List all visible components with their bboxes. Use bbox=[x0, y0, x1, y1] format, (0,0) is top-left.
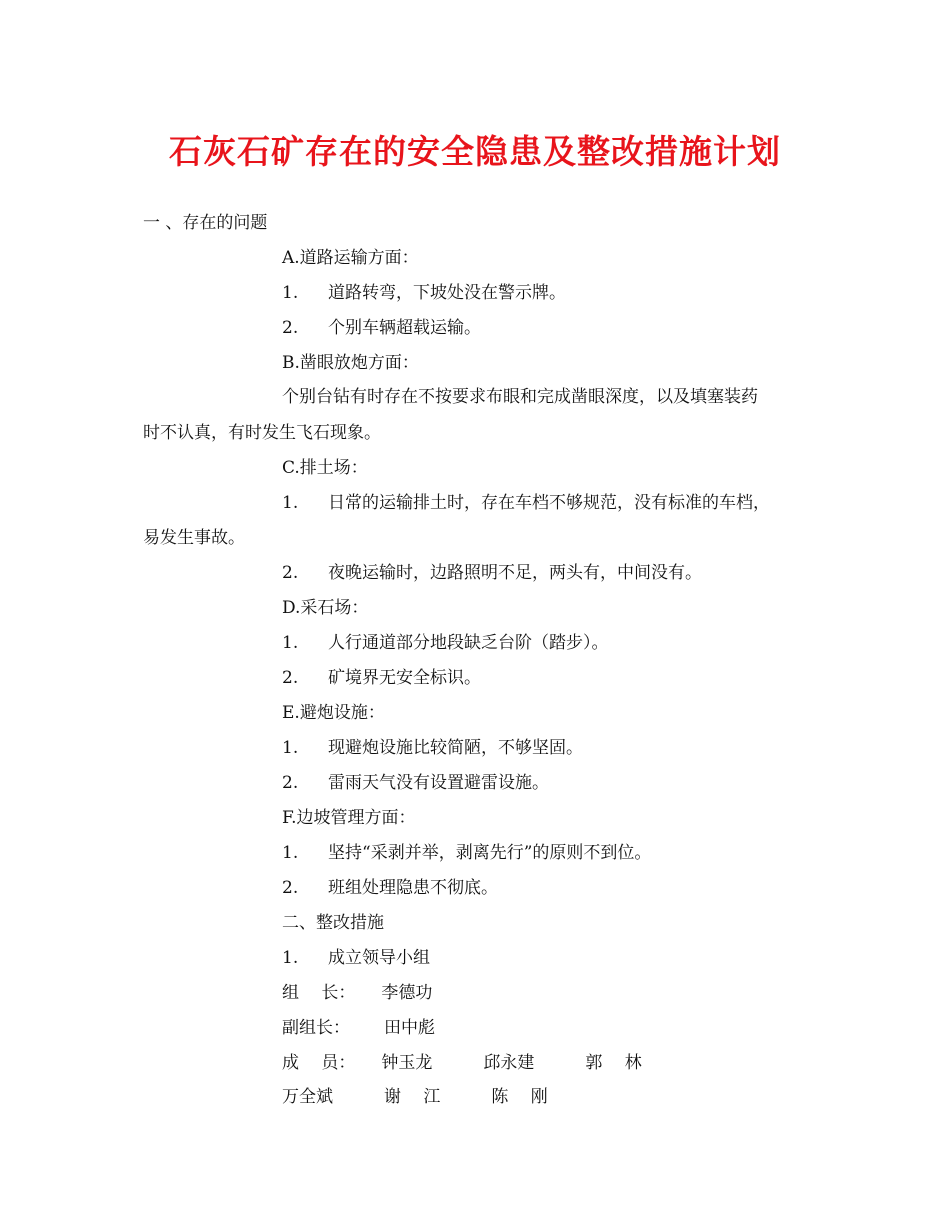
item-number: 1. bbox=[282, 633, 299, 653]
deputy-name: 田中彪 bbox=[384, 1018, 435, 1038]
item-number: 1. bbox=[282, 493, 299, 513]
item-text: 人行通道部分地段缺乏台阶（踏步）。 bbox=[328, 633, 609, 653]
item-text: 现避炮设施比较简陋，不够坚固。 bbox=[328, 738, 583, 758]
leader-name: 李德功 bbox=[381, 983, 433, 1003]
list-item bbox=[282, 281, 566, 305]
list-item bbox=[282, 316, 481, 340]
list-item bbox=[282, 841, 651, 865]
group-members-row bbox=[282, 1085, 548, 1109]
subsection-heading-f: F.边坡管理方面： bbox=[282, 808, 416, 828]
paragraph-line: 易发生事故。 bbox=[143, 528, 245, 548]
item-text: 个别车辆超载运输。 bbox=[328, 318, 481, 338]
item-text: 坚持“采剥并举，剥离先行”的原则不到位。 bbox=[328, 843, 652, 863]
item-number: 1. bbox=[282, 738, 299, 758]
member-name: 谢 江 bbox=[384, 1087, 441, 1107]
section-heading-problems: 一 、存在的问题 bbox=[143, 213, 268, 233]
member-name: 陈 刚 bbox=[491, 1087, 548, 1107]
leader-label: 组 长： bbox=[282, 983, 356, 1003]
member-name: 郭 林 bbox=[585, 1053, 642, 1073]
item-number: 1. bbox=[282, 843, 299, 863]
item-text: 班组处理隐患不彻底。 bbox=[328, 878, 498, 898]
item-text: 日常的运输排土时，存在车档不够规范，没有标准的车档， bbox=[328, 493, 770, 513]
group-leader-row bbox=[282, 981, 432, 1005]
members-label: 成 员： bbox=[282, 1053, 356, 1073]
section-heading-measures: 二、整改措施 bbox=[282, 913, 384, 933]
member-name: 邱永建 bbox=[483, 1053, 535, 1073]
paragraph-line: 时不认真，有时发生飞石现象。 bbox=[143, 423, 381, 443]
item-number: 2. bbox=[282, 318, 299, 338]
item-text: 道路转弯，下坡处没在警示牌。 bbox=[328, 283, 566, 303]
group-deputy-row bbox=[282, 1016, 435, 1040]
list-item bbox=[282, 946, 430, 970]
item-text: 雷雨天气没有设置避雷设施。 bbox=[328, 773, 549, 793]
item-text: 矿境界无安全标识。 bbox=[328, 668, 481, 688]
subsection-heading-b: B.凿眼放炮方面： bbox=[282, 353, 419, 373]
list-item bbox=[282, 631, 609, 655]
item-number: 1. bbox=[282, 283, 299, 303]
document-title: 石灰石矿存在的安全隐患及整改措施计划 bbox=[169, 132, 781, 171]
list-item bbox=[282, 561, 702, 585]
list-item bbox=[282, 771, 549, 795]
list-item bbox=[282, 736, 583, 760]
list-item bbox=[282, 876, 498, 900]
item-number: 2. bbox=[282, 563, 299, 583]
item-text: 成立领导小组 bbox=[328, 948, 430, 968]
item-number: 2. bbox=[282, 773, 299, 793]
subsection-heading-d: D.采石场： bbox=[282, 598, 369, 618]
item-number: 1. bbox=[282, 948, 299, 968]
subsection-heading-a: A.道路运输方面： bbox=[282, 248, 419, 268]
item-text: 夜晚运输时，边路照明不足，两头有，中间没有。 bbox=[328, 563, 702, 583]
member-name: 钟玉龙 bbox=[381, 1053, 433, 1073]
list-item bbox=[282, 491, 770, 515]
group-members-row bbox=[282, 1051, 642, 1075]
list-item bbox=[282, 666, 481, 690]
item-number: 2. bbox=[282, 878, 299, 898]
member-name: 万全斌 bbox=[282, 1087, 333, 1107]
deputy-label: 副组长： bbox=[282, 1018, 350, 1038]
item-number: 2. bbox=[282, 668, 299, 688]
subsection-heading-c: C.排土场： bbox=[282, 458, 368, 478]
paragraph-line: 个别台钻有时存在不按要求布眼和完成凿眼深度，以及填塞装药 bbox=[282, 387, 758, 407]
subsection-heading-e: E.避炮设施： bbox=[282, 703, 385, 723]
